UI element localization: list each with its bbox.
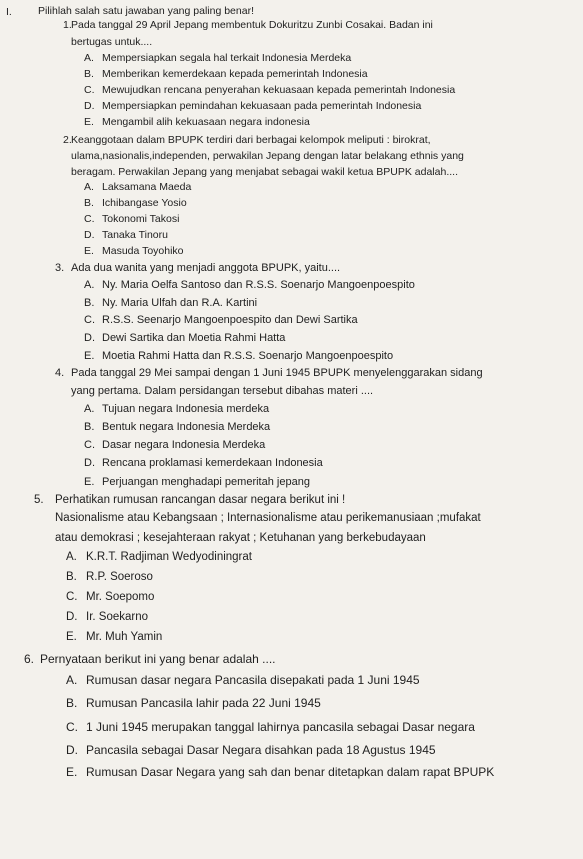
paper-texture (20, 417, 65, 427)
option-text: K.R.T. Radjiman Wedyodiningrat (86, 551, 252, 563)
option-letter: A. (84, 52, 94, 64)
paper-texture (310, 443, 355, 453)
option-letter: B. (84, 197, 94, 209)
question-text: Pada tanggal 29 April Jepang membentuk Dokuritzu Zunbi Cosakai. Badan ini (71, 19, 433, 31)
option-text: Ny. Maria Ulfah dan R.A. Kartini (102, 297, 258, 309)
option-text: Tokonomi Takosi (102, 213, 180, 225)
question-number: 5. (34, 494, 44, 506)
option-text: Dasar negara Indonesia Merdeka (102, 439, 266, 451)
question-text: bertugas untuk.... (71, 36, 153, 48)
option-letter: D. (84, 457, 95, 469)
option-text: Rumusan dasar negara Pancasila disepakati pada 1 Juni 1945 (86, 673, 420, 687)
question-text: beragam. Perwakilan Jepang yang menjabat sebagai wakil ketua BPUPK adalah.... (71, 166, 458, 178)
option-letter: E. (84, 245, 94, 257)
option-text: 1 Juni 1945 merupakan tanggal lahirnya pancasila sebagai Dasar negara (86, 720, 475, 734)
option-letter: C. (84, 439, 95, 451)
question-number: 4. (55, 367, 65, 379)
option-text: Mempersiapkan segala hal terkait Indonesia Merdeka (102, 52, 352, 64)
option-text: Pancasila sebagai Dasar Negara disahkan pada 18 Agustus 1945 (86, 743, 436, 757)
question-text: Pernyataan berikut ini yang benar adalah .... (40, 652, 276, 666)
option-text: Ny. Maria Oelfa Santoso dan R.S.S. Soenarjo Mangoenpoespito (102, 279, 415, 291)
option-text: Memberikan kemerdekaan kepada pemerintah Indonesia (102, 68, 368, 80)
question-text: Pada tanggal 29 Mei sampai dengan 1 Juni 1945 BPUPK menyelenggarakan sidang (71, 367, 483, 379)
option-letter: B. (66, 696, 78, 710)
question-number: 1. (63, 19, 72, 31)
question-text: Nasionalisme atau Kebangsaan ; Internasionalisme atau perikemanusiaan ;mufakat (55, 512, 481, 524)
option-letter: B. (84, 421, 95, 433)
option-letter: D. (84, 332, 95, 344)
section-number: I. (6, 6, 12, 18)
option-text: Ichibangase Yosio (102, 197, 187, 209)
option-text: Mewujudkan rencana penyerahan kekuasaan kepada pemerintah Indonesia (102, 84, 456, 96)
option-letter: C. (84, 84, 95, 96)
question-text: yang pertama. Dalam persidangan tersebut dibahas materi .... (71, 385, 374, 397)
option-letter: A. (66, 551, 77, 563)
option-text: Dewi Sartika dan Moetia Rahmi Hatta (102, 332, 286, 344)
option-letter: D. (66, 611, 78, 623)
option-text: R.S.S. Seenarjo Mangoenpoespito dan Dewi Sartika (102, 314, 358, 326)
option-text: Mr. Muh Yamin (86, 631, 163, 643)
option-letter: D. (84, 229, 95, 241)
option-letter: E. (84, 476, 95, 488)
option-letter: E. (84, 116, 94, 128)
option-text: Rencana proklamasi kemerdekaan Indonesia (102, 457, 323, 469)
option-letter: A. (84, 279, 95, 291)
option-text: Tanaka Tinoru (102, 229, 168, 241)
option-letter: D. (66, 743, 78, 757)
option-letter: B. (84, 297, 95, 309)
option-text: Bentuk negara Indonesia Merdeka (102, 421, 271, 433)
question-number: 2. (63, 134, 72, 146)
question-text: atau demokrasi ; kesejahteraan rakyat ; Ketuhanan yang berkebudayaan (55, 532, 426, 544)
paper-texture (300, 195, 345, 205)
option-letter: B. (84, 68, 94, 80)
paper-texture (40, 570, 85, 580)
option-text: Rumusan Dasar Negara yang sah dan benar ditetapkan dalam rapat BPUPK (86, 765, 495, 779)
option-text: Laksamana Maeda (102, 181, 192, 193)
option-letter: A. (84, 181, 94, 193)
option-letter: E. (66, 631, 77, 643)
option-text: Masuda Toyohiko (102, 245, 184, 257)
question-number: 6. (24, 652, 35, 666)
section-instruction: Pilihlah salah satu jawaban yang paling benar! (38, 5, 254, 17)
option-text: R.P. Soeroso (86, 571, 153, 583)
option-letter: B. (66, 571, 77, 583)
option-text: Moetia Rahmi Hatta dan R.S.S. Soenarjo Mangoenpoespito (102, 350, 394, 362)
option-text: Mr. Soepomo (86, 591, 155, 603)
option-letter: C. (66, 591, 78, 603)
question-text: ulama,nasionalis,independen, perwakilan Jepang dengan latar belakang ethnis yang (71, 150, 464, 162)
option-text: Tujuan negara Indonesia merdeka (102, 403, 270, 415)
option-letter: A. (84, 403, 95, 415)
question-number: 3. (55, 262, 65, 274)
option-letter: E. (66, 765, 78, 779)
paper-texture (40, 350, 85, 360)
option-letter: C. (84, 213, 95, 225)
paper-texture (330, 244, 375, 254)
option-text: Perjuangan menghadapi pemeritah jepang (102, 476, 310, 488)
option-text: Mempersiapkan pemindahan kekuasaan pada pemerintah Indonesia (102, 100, 422, 112)
option-letter: C. (84, 314, 95, 326)
option-letter: C. (66, 720, 78, 734)
question-text: Ada dua wanita yang menjadi anggota BPUPK, yaitu.... (71, 262, 341, 274)
option-letter: D. (84, 100, 95, 112)
option-text: Mengambil alih kekuasaan negara indonesia (102, 116, 310, 128)
paper-texture (20, 287, 65, 297)
question-text: Keanggotaan dalam BPUPK terdiri dari berbagai kelompok meliputi : birokrat, (71, 134, 431, 146)
question-text: Perhatikan rumusan rancangan dasar negara berikut ini ! (55, 494, 346, 506)
option-text: Rumusan Pancasila lahir pada 22 Juni 1945 (86, 696, 321, 710)
option-text: Ir. Soekarno (86, 611, 149, 623)
option-letter: E. (84, 350, 95, 362)
option-letter: A. (66, 673, 78, 687)
